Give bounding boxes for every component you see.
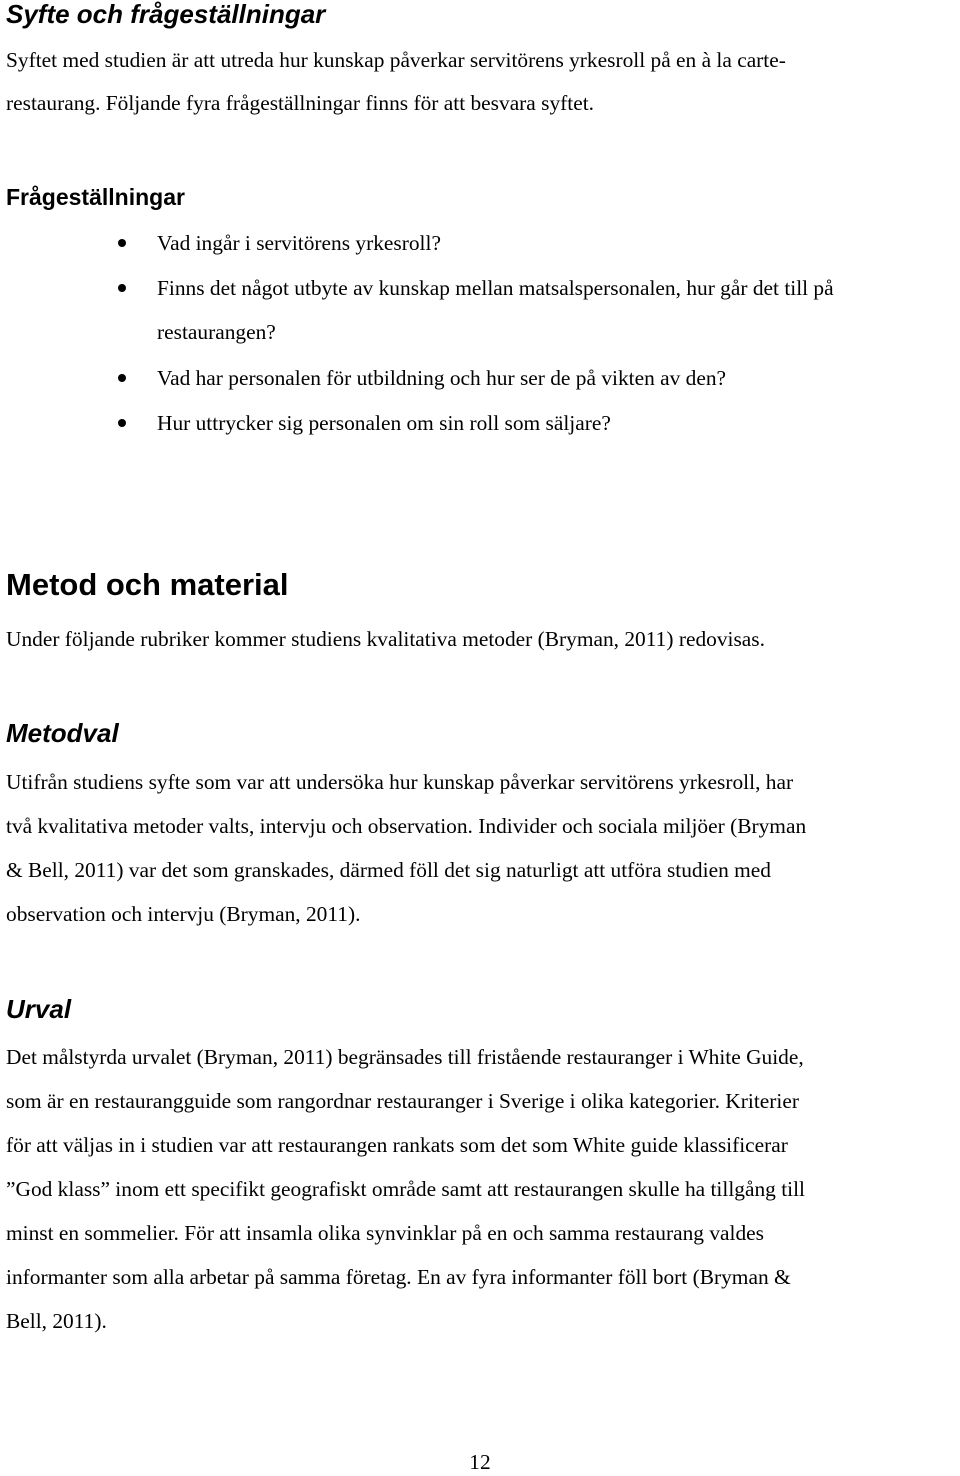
paragraph-line: & Bell, 2011) var det som granskades, därmed föll det sig naturligt att utföra studien med — [6, 858, 771, 882]
question-item-2-continuation: restaurangen? — [157, 320, 276, 344]
paragraph-line: Under följande rubriker kommer studiens kvalitativa metoder (Bryman, 2011) redovisas. — [6, 627, 765, 651]
section-heading-metodval: Metodval — [6, 718, 119, 748]
question-item-2: Finns det något utbyte av kunskap mellan matsalspersonalen, hur går det till på — [157, 276, 834, 300]
paragraph-line: som är en restaurangguide som rangordnar restauranger i Sverige i olika kategorier. Kriterier — [6, 1089, 799, 1113]
paragraph-line: ”God klass” inom ett specifikt geografiskt område samt att restaurangen skulle ha tillgång till — [6, 1177, 805, 1201]
paragraph-line: för att väljas in i studien var att restaurangen rankats som det som White guide klassificerar — [6, 1133, 788, 1157]
question-item-1: Vad ingår i servitörens yrkesroll? — [157, 231, 441, 255]
question-item-3: Vad har personalen för utbildning och hur ser de på vikten av den? — [157, 366, 727, 390]
paragraph-line: Bell, 2011). — [6, 1309, 107, 1333]
section-heading-metod: Metod och material — [6, 567, 289, 602]
paragraph-line: informanter som alla arbetar på samma företag. En av fyra informanter föll bort (Bryman & — [6, 1265, 791, 1289]
section-heading-fragestallningar: Frågeställningar — [6, 184, 185, 210]
paragraph-line: Utifrån studiens syfte som var att undersöka hur kunskap påverkar servitörens yrkesroll, har — [6, 770, 794, 794]
page-number: 12 — [469, 1450, 491, 1474]
paragraph-line: minst en sommelier. För att insamla olika synvinklar på en och samma restaurang valdes — [6, 1221, 764, 1245]
paragraph-line: två kvalitativa metoder valts, intervju och observation. Individer och sociala miljöer (Bryman — [6, 814, 807, 838]
bullet-icon — [118, 284, 126, 292]
bullet-icon — [118, 419, 126, 427]
bullet-icon — [118, 239, 126, 247]
paragraph-line: restaurang. Följande fyra frågeställningar finns för att besvara syftet. — [6, 91, 595, 115]
paragraph-line: Det målstyrda urvalet (Bryman, 2011) begränsades till fristående restauranger i White Guide, — [6, 1045, 804, 1069]
question-item-4: Hur uttrycker sig personalen om sin roll som säljare? — [157, 411, 611, 435]
section-heading-urval: Urval — [6, 994, 72, 1024]
paragraph-line: observation och intervju (Bryman, 2011). — [6, 902, 361, 926]
section-heading-syfte: Syfte och frågeställningar — [6, 0, 326, 29]
paragraph-line: Syftet med studien är att utreda hur kunskap påverkar servitörens yrkesroll på en à la carte- — [6, 48, 786, 72]
bullet-icon — [118, 374, 126, 382]
